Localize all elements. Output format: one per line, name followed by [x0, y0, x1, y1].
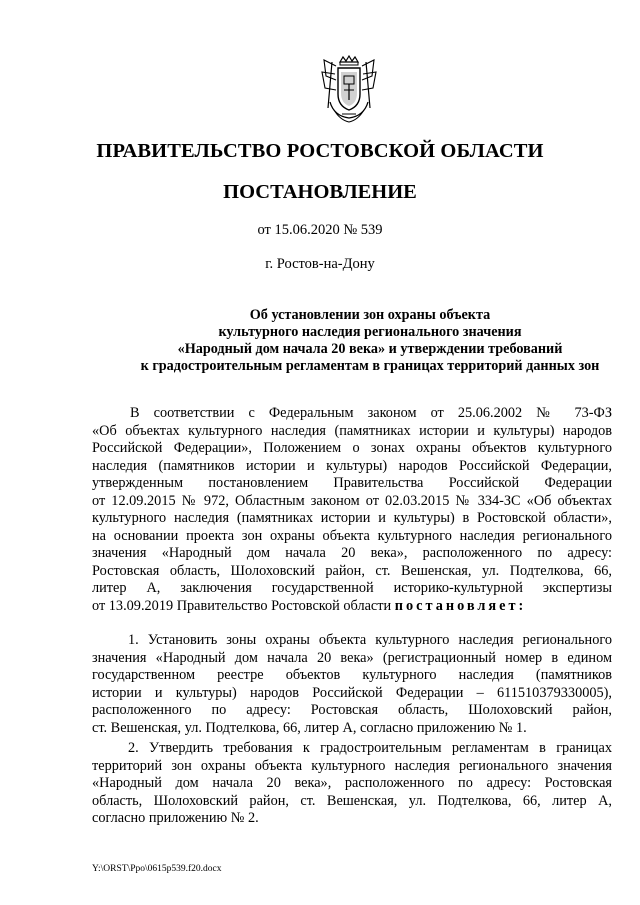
file-path-footer: Y:\ORST\Ppo\0615p539.f20.docx	[92, 864, 222, 874]
preamble-line: В соответствии с Федеральным законом от 25.06.2002 № 73-ФЗ	[130, 405, 612, 421]
preamble-line: Российской Федерации», Положением о зонах охраны объектов культурного	[92, 440, 612, 456]
preamble-line: культурного наследия (памятниках истории и культуры) в Ростовской области»,	[92, 510, 612, 526]
preamble-line: «Об объектах культурного наследия (памятниках истории и культуры) народов	[92, 422, 612, 439]
title-line: «Народный дом начала 20 века» и утверждении требований	[177, 341, 563, 357]
preamble-line: наследия (памятников истории и культуры) народов Российской Федерации,	[92, 457, 612, 474]
item-1-line: истории и культуры) народов Российской Федерации – 611510379330005),	[92, 684, 612, 701]
item-1-last-line: ст. Вешенская, ул. Подтелкова, 66, литер А, согласно приложению № 1.	[92, 719, 527, 736]
item-2-paragraph	[92, 740, 612, 828]
date-number-line: от 15.06.2020 № 539	[257, 222, 383, 238]
preamble-line: Ростовская область, Шолоховский район, ст. Вешенская, ул. Подтелкова, 66,	[92, 562, 612, 579]
item-2-line: территорий зон охраны объекта культурного наследия регионального значения	[92, 757, 612, 774]
item-1-line: расположенного по адресу: Ростовская область, Шолоховский район,	[92, 702, 612, 718]
organization-heading: ПРАВИТЕЛЬСТВО РОСТОВСКОЙ ОБЛАСТИ	[96, 140, 544, 162]
document-type-heading: ПОСТАНОВЛЕНИЕ	[223, 181, 417, 203]
preamble-line: на основании проекта зон охраны объекта культурного наследия регионального	[92, 527, 612, 544]
city-line: г. Ростов-на-Дону	[265, 256, 375, 272]
item-2-line: 2. Утвердить требования к градостроительным регламентам в границах	[128, 740, 612, 756]
coat-of-arms-emblem	[318, 54, 380, 126]
item-1-paragraph	[92, 632, 612, 737]
preamble-line: литер А, заключения государственной историко-культурной экспертизы	[92, 580, 612, 596]
preamble-last-line	[92, 598, 612, 616]
item-1-line: значения «Народный дом начала 20 века» (регистрационный номер в едином	[92, 649, 612, 666]
item-1-line: 1. Установить зоны охраны объекта культурного наследия регионального	[128, 632, 612, 648]
preamble-paragraph	[92, 405, 612, 615]
item-1-line: государственном реестре объектов культурного наследия (памятников	[92, 667, 612, 683]
item-2-line: область, Шолоховский район, ст. Вешенская, ул. Подтелкова, 66, литер А,	[92, 792, 612, 809]
title-line: к градостроительным регламентам в границах территорий данных зон	[140, 358, 600, 374]
preamble-line: утвержденным постановлением Правительства Российской Федерации	[92, 475, 612, 491]
title-line: Об установлении зон охраны объекта	[249, 307, 491, 323]
title-line: культурного наследия регионального значения	[218, 324, 522, 340]
decree-word: постановляет:	[394, 597, 527, 614]
item-2-line: «Народный дом начала 20 века», расположенного по адресу: Ростовская	[92, 775, 612, 791]
item-2-last-line: согласно приложению № 2.	[92, 810, 259, 826]
document-title	[90, 307, 640, 375]
preamble-line: от 12.09.2015 № 972, Областным законом от 02.03.2015 № 334-ЗС «Об объектах	[92, 492, 612, 509]
preamble-last-text: от 13.09.2019 Правительство Ростовской области	[92, 597, 392, 614]
preamble-line: значения «Народный дом начала 20 века», расположенного по адресу:	[92, 545, 612, 561]
